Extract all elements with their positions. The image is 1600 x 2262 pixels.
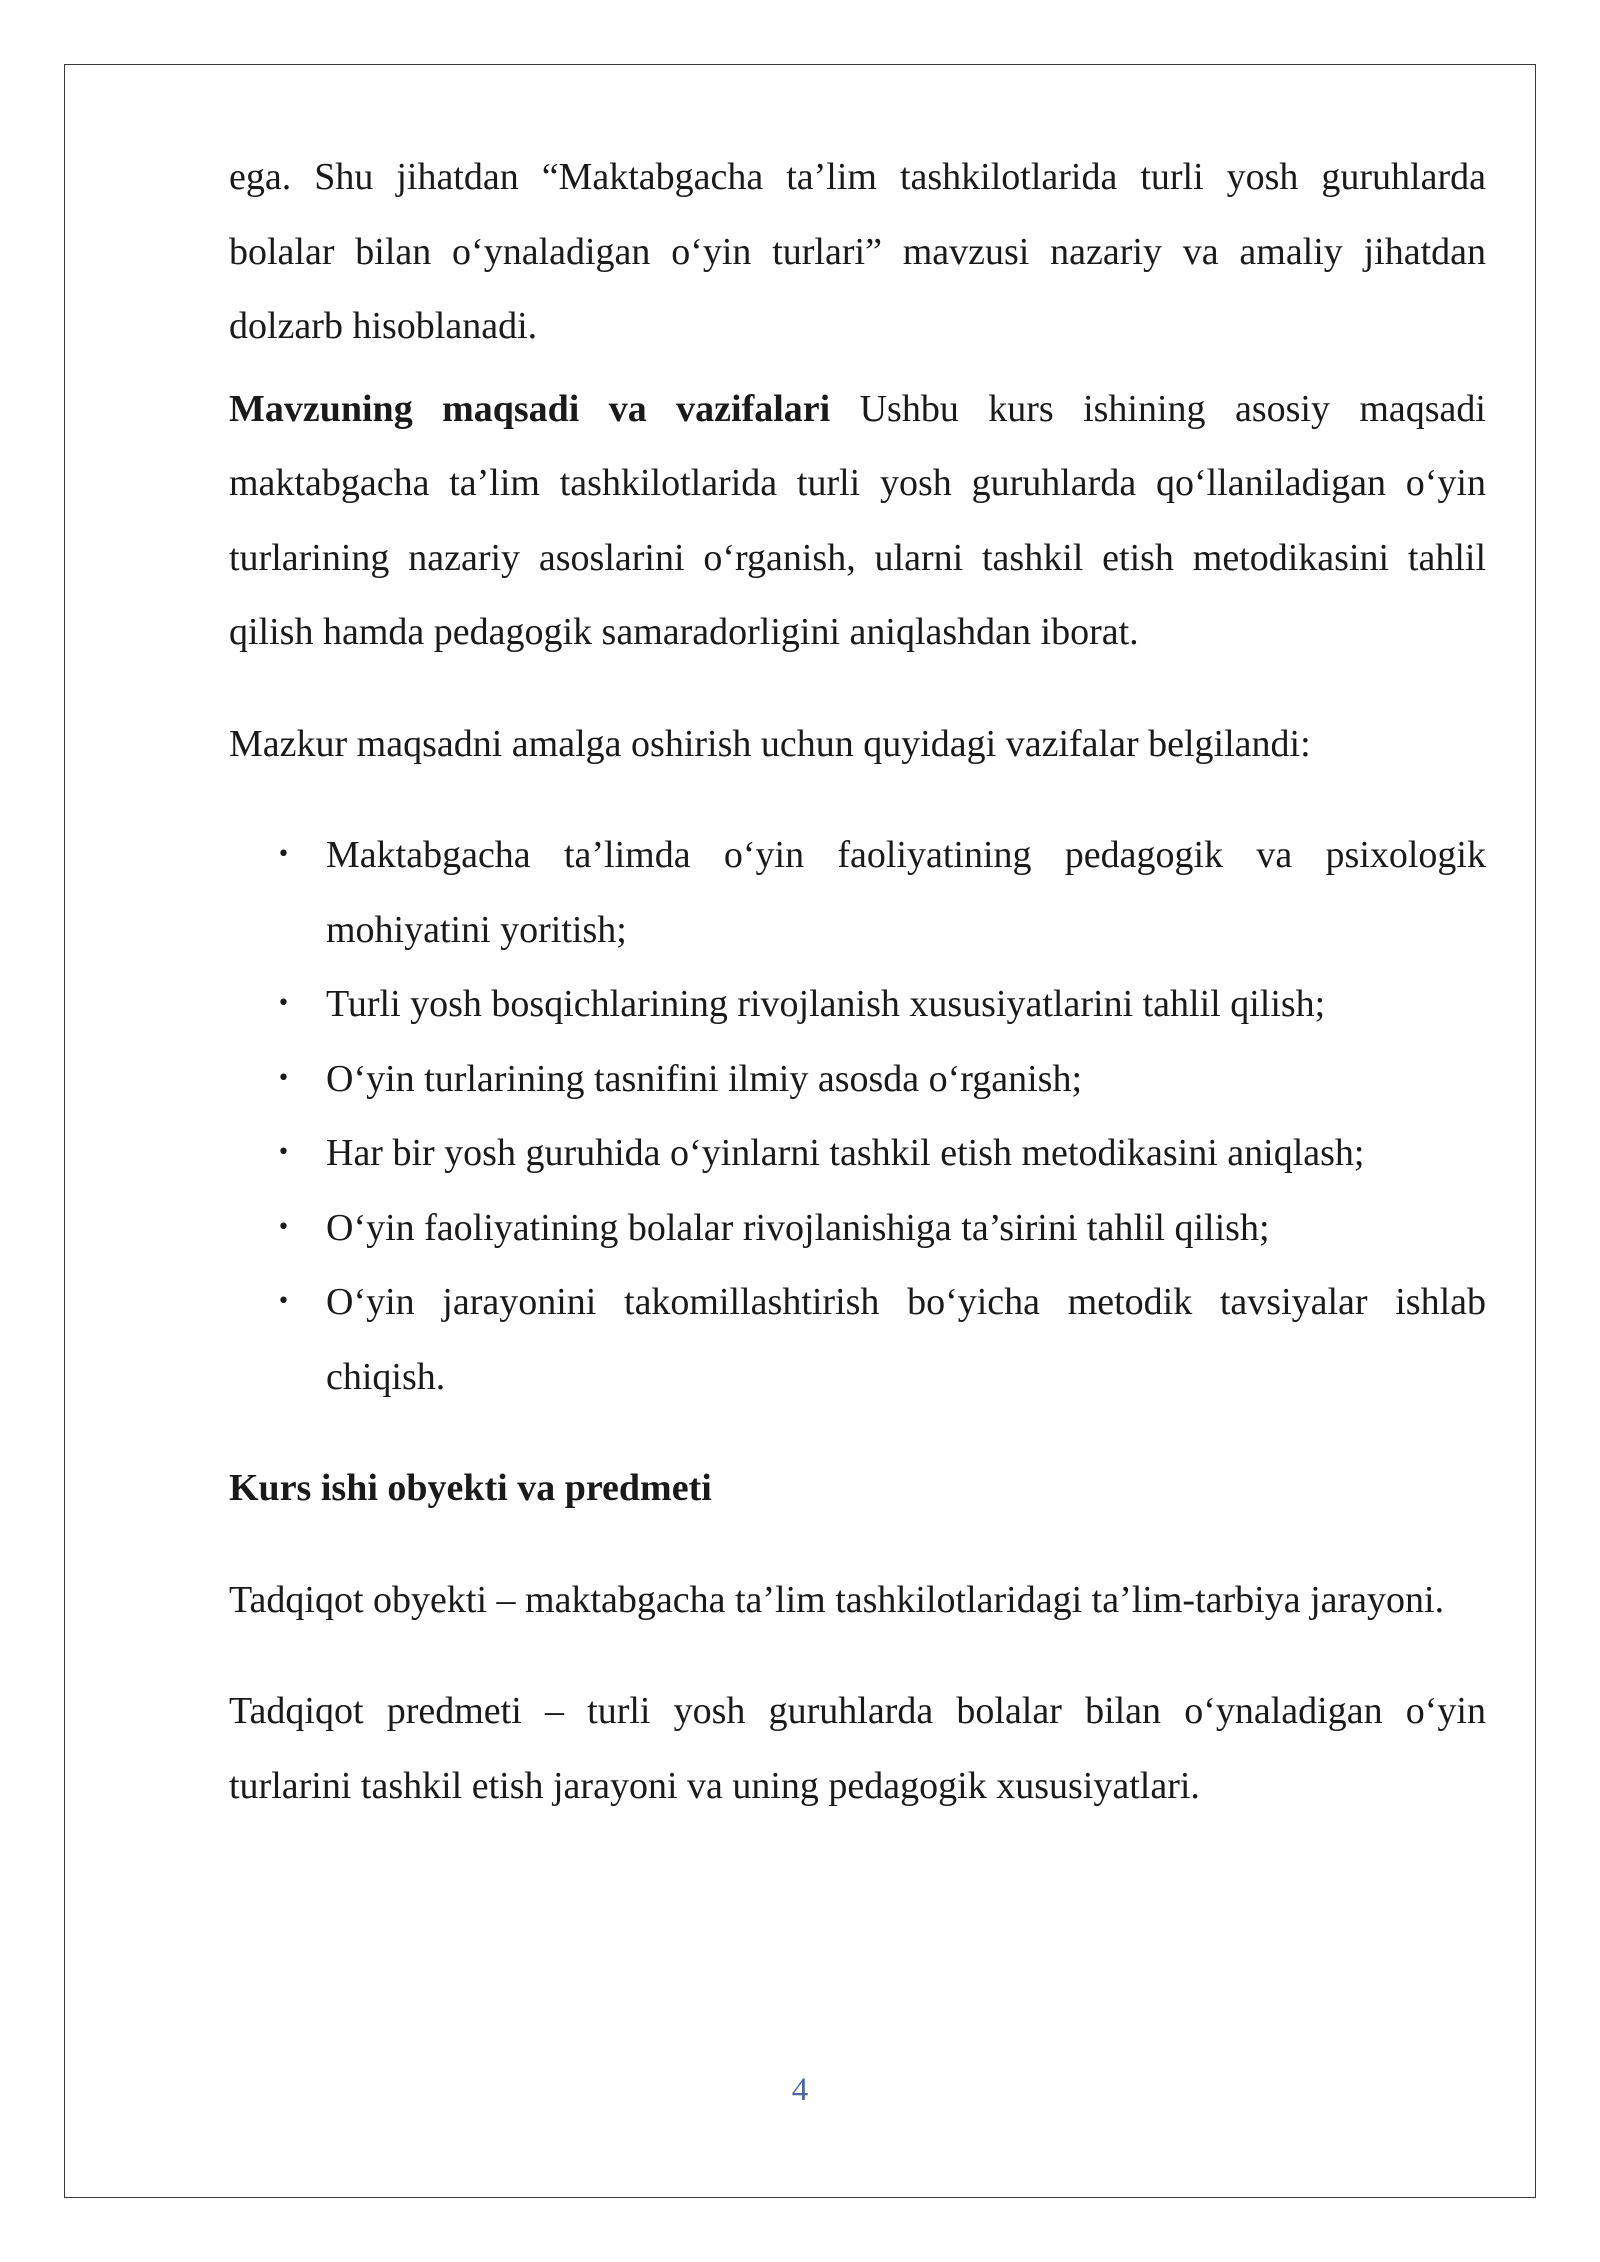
document-body — [229, 140, 1486, 1823]
goal-paragraph — [229, 372, 1486, 670]
bullet-icon: • — [277, 1214, 290, 1240]
subject-paragraph: Tadqiqot predmeti – turli yosh guruhlarda bolalar bilan o‘ynaladigan o‘yin turlarini tashkil etish jarayoni va uning pedagogik xususiyatlari. — [229, 1690, 1486, 1807]
list-item — [229, 1042, 1486, 1117]
goal-text: Ushbu kurs ishining asosiy maqsadi maktabgacha ta’lim tashkilotlarida turli yosh guruhlarda qo‘llaniladigan o‘yin turlarining nazariy asoslarini o‘rganish, ularni tashkil etish metodikasini tahlil qilish hamda pedagogik samaradorligini aniqlashdan iborat. — [229, 387, 1486, 653]
list-item — [229, 1265, 1486, 1414]
bullet-icon: • — [277, 1289, 290, 1314]
bullet-icon: • — [277, 1140, 290, 1165]
bullet-icon: • — [277, 1065, 290, 1091]
list-item — [229, 1191, 1486, 1266]
page-number: 4 — [791, 2072, 809, 2108]
bullet-icon: • — [277, 991, 290, 1016]
list-item-text: O‘yin faoliyatining bolalar rivojlanishiga ta’sirini tahlil qilish; — [326, 1206, 1270, 1249]
goal-heading: Mavzuning maqsadi va vazifalari — [229, 387, 831, 430]
tasks-list — [229, 818, 1486, 1414]
list-item — [229, 818, 1486, 967]
list-item — [229, 967, 1486, 1042]
list-item-text: Turli yosh bosqichlarining rivojlanish xususiyatlarini tahlil qilish; — [326, 983, 1326, 1025]
list-item-text: Har bir yosh guruhida o‘yinlarni tashkil etish metodikasini aniqlash; — [326, 1132, 1365, 1174]
bullet-icon: • — [277, 842, 290, 867]
section-heading: Kurs ishi obyekti va predmeti — [229, 1467, 712, 1509]
tasks-intro: Mazkur maqsadni amalga oshirish uchun quyidagi vazifalar belgilandi: — [229, 722, 1311, 765]
object-paragraph: Tadqiqot obyekti – maktabgacha ta’lim tashkilotlaridagi ta’lim-tarbiya jarayoni. — [229, 1578, 1445, 1621]
intro-paragraph-end: ega. Shu jihatdan “Maktabgacha ta’lim tashkilotlarida turli yosh guruhlarda bolalar bilan o‘ynaladigan o‘yin turlari” mavzusi nazariy va amaliy jihatdan dolzarb hisoblanadi. — [229, 156, 1486, 347]
list-item-text: O‘yin jarayonini takomillashtirish bo‘yicha metodik tavsiyalar ishlab chiqish. — [326, 1281, 1486, 1398]
list-item-text: O‘yin turlarining tasnifini ilmiy asosda o‘rganish; — [326, 1057, 1083, 1100]
list-item-text: Maktabgacha ta’limda o‘yin faoliyatining pedagogik va psixologik mohiyatini yoritish; — [326, 834, 1486, 951]
list-item — [229, 1116, 1486, 1191]
